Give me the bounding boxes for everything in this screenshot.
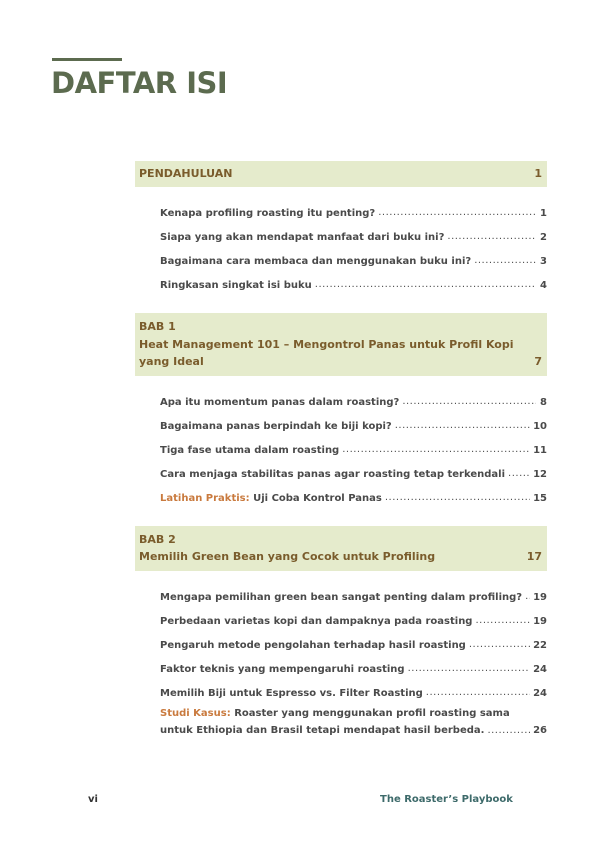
entry-page: 19 [533,615,547,627]
entry-page: 11 [533,444,547,456]
section-title: Heat Management 101 – Mengontrol Panas untuk Profil Kopi [139,337,514,351]
entry-text: Mengapa pemilihan green bean sangat penting dalam profiling? [160,591,523,603]
section-title: PENDAHULUAN [139,167,233,180]
dot-leader [426,687,530,698]
chapter-label: BAB 2 [139,532,176,546]
section-title-continued: yang Ideal [139,355,204,368]
entry-text: Uji Coba Kontrol Panas [253,492,382,504]
section-page: 17 [526,550,542,563]
toc-entry[interactable] [160,675,547,699]
entry-text: Bagaimana cara membaca dan menggunakan buku ini? [160,256,472,267]
footer-book-title: The Roaster’s Playbook [380,794,513,805]
toc-entry[interactable] [160,219,547,243]
dot-leader [447,231,536,242]
entry-label: Studi Kasus: [160,707,231,719]
toc-entry-case-study[interactable] [160,699,547,739]
entry-page: 22 [533,639,547,651]
footer-page-number: vi [88,794,98,805]
entry-text: Cara menjaga stabilitas panas agar roasting tetap terkendali [160,468,506,480]
dot-leader [475,615,530,626]
entry-page: 26 [533,724,547,736]
dot-leader [508,468,530,479]
entry-text: Pengaruh metode pengolahan terhadap hasil roasting [160,639,466,651]
entry-text: Tiga fase utama dalam roasting [160,444,340,456]
entry-label: Latihan Praktis: [160,492,250,504]
dot-leader [378,207,536,218]
toc-entry[interactable] [160,579,547,603]
entry-page: 10 [533,420,547,432]
toc-entry[interactable] [160,456,547,480]
dot-leader [408,663,530,674]
entry-page: 8 [540,396,547,408]
entry-page: 24 [533,663,547,675]
entry-page: 2 [540,232,547,243]
section-page: 1 [534,167,542,180]
entry-page: 15 [533,492,547,504]
dot-leader [315,279,536,290]
entry-text: Perbedaan varietas kopi dan dampaknya pada roasting [160,615,473,627]
section-page: 7 [534,355,542,368]
toc-entry-practice[interactable] [160,480,547,504]
entry-text: Siapa yang akan mendapat manfaat dari buku ini? [160,232,445,243]
section-header-pendahuluan[interactable] [135,161,547,187]
dot-leader [525,591,530,602]
toc-entry[interactable] [160,267,547,291]
toc-entry[interactable] [160,432,547,456]
entry-page: 19 [533,591,547,603]
toc-entry[interactable] [160,603,547,627]
section-header-bab-1[interactable] [135,313,547,376]
entry-text: Bagaimana panas berpindah ke biji kopi? [160,420,392,432]
entry-text: Faktor teknis yang mempengaruhi roasting [160,663,405,675]
table-of-contents [135,161,547,739]
dot-leader [469,639,530,650]
section-title: Memilih Green Bean yang Cocok untuk Profiling [139,550,436,563]
dot-leader [474,255,536,266]
entry-text: Ringkasan singkat isi buku [160,280,312,291]
toc-entry[interactable] [160,195,547,219]
toc-entry[interactable] [160,627,547,651]
entry-text: Apa itu momentum panas dalam roasting? [160,396,400,408]
toc-entry[interactable] [160,243,547,267]
dot-leader [487,722,530,739]
dot-leader [395,420,530,431]
entry-text-line-1: Roaster yang menggunakan profil roasting sama [234,707,510,719]
chapter-label: BAB 1 [139,320,176,333]
entry-page: 24 [533,687,547,699]
section-header-bab-2[interactable] [135,526,547,571]
entry-text: Memilih Biji untuk Espresso vs. Filter Roasting [160,687,423,699]
entry-page: 3 [540,256,547,267]
heading-rule [52,58,122,61]
toc-entry[interactable] [160,384,547,408]
toc-entry[interactable] [160,408,547,432]
dot-leader [402,396,536,407]
entry-text: Kenapa profiling roasting itu penting? [160,208,376,219]
page-title: DAFTAR ISI [51,66,228,100]
dot-leader [342,444,530,455]
dot-leader [385,492,530,503]
entry-page: 1 [540,208,547,219]
toc-entry[interactable] [160,651,547,675]
entry-page: 12 [533,468,547,480]
entry-page: 4 [540,280,547,291]
entry-text-line-2: untuk Ethiopia dan Brasil tetapi mendapat hasil berbeda. [160,724,485,736]
